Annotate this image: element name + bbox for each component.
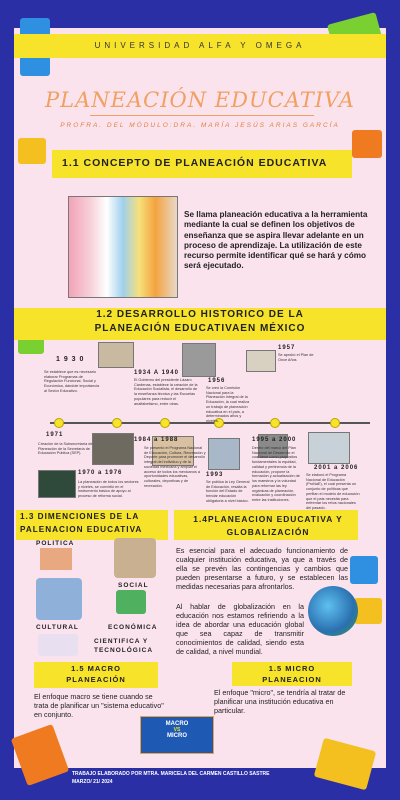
poster-card — [14, 28, 386, 768]
section6-heading-line1: 1.5 MICRO — [268, 664, 316, 673]
event-1971-year: 1971 — [46, 432, 64, 438]
section2-heading-line1: 1.2 DESARROLLO HISTORICO DE LA — [96, 309, 304, 320]
colored-pencils-photo — [68, 196, 178, 298]
section4-paragraph-1: Es esencial para el adecuado funcionamiento de cualquier institución educativa, ya que a través de ella se prevén las contingencias y cambios que pueden presentarse a futuro, y se establecen las medidas necesarias para afrontarlos. — [176, 546, 348, 591]
label-cultural: CULTURAL — [36, 624, 79, 631]
label-economica: ECONÓMICA — [108, 624, 158, 631]
event-1995-year: 1995 a 2000 — [252, 437, 297, 443]
label-social: SOCIAL — [118, 582, 149, 589]
section2-heading-line2: PLANEACIÓN EDUCATIVAEN MÉXICO — [94, 323, 306, 334]
globe-illustration — [308, 586, 358, 636]
timeline-dot — [54, 418, 64, 428]
event-1971-text: Creación de la Subsecretaría de Planeación de la Secretaría de Educación Pública (SEP). — [38, 442, 93, 456]
section1-text: Se llama planeación educativa a la herramienta mediante la cual se definen los objetivos de enseñanza que se aspira llevar adelante en un proceso de aprendizaje. La utilización de este recurso permite identificar qué se hará y cómo será ejecutado. — [184, 210, 368, 271]
social-illustration — [114, 538, 156, 578]
lego-yellow-icon-2 — [354, 598, 382, 624]
university-name: UNIVERSIDAD ALFA Y OMEGA — [94, 41, 306, 50]
event-1984-text: Se presentó el Programa Nacional de Educación, Cultura, Recreación y Deporte para promover el desarrollo integral del individuo y de la sociedad mexicana y ampliar el acceso de todos los mexicanos a oportunidades educativas, culturales, deportivas y de recreación. — [144, 446, 206, 488]
event-1934-text: El Gobierno del presidente Lázaro Cárdenas, establece la creación de la Educación Socialista, el desarrollo de la enseñanza técnica y las Escuelas populares para reducir el analfabetismo, entre otras. — [134, 378, 198, 406]
timeline-dot — [330, 418, 340, 428]
economy-illustration — [116, 590, 146, 614]
event-1934-year: 1934 A 1940 — [134, 370, 179, 376]
event-1957-text: Se aprobó el Plan de Once Años — [278, 353, 314, 362]
section5-heading-line2: PLANEACIÓN — [66, 675, 126, 684]
footer-line1: TRABAJO ELABORADO POR MTRA. MARICELA DEL CARMEN CASTILLO SASTRE — [72, 771, 270, 777]
section4-heading-line2: GLOBALIZACIÓN — [226, 527, 310, 537]
label-politica: POLITICA — [36, 540, 75, 547]
history-photo-1971 — [92, 433, 134, 465]
politics-illustration — [40, 548, 72, 570]
badge-line2: VS — [173, 727, 181, 733]
event-2001-year: 2001 a 2006 — [314, 465, 359, 471]
section6-text: El enfoque "micro", se tendría al tratar de planificar una institución educativa en particular. — [214, 688, 346, 715]
history-photo-1956 — [182, 343, 216, 377]
badge-line1: MACRO — [165, 721, 189, 727]
lego-blue-icon-2 — [350, 556, 378, 584]
section3-heading-line1: 1.3 DIMENCIONES DE LA — [20, 512, 140, 521]
section4-heading-line1: 1.4PLANEACION EDUCATIVA Y — [193, 514, 343, 524]
event-1984-year: 1984 a 1988 — [134, 437, 179, 443]
event-1930-text: Se establece que es necesario elaborar Programas de Regulación Funcional, Social y Económica, dándole importancia al Sector Educativo. — [44, 370, 100, 393]
timeline-dot — [270, 418, 280, 428]
badge-line3: MICRO — [167, 733, 187, 739]
macro-vs-micro-badge — [140, 716, 214, 754]
section4-paragraph-2: Al hablar de globalización en la educación nos estamos refiriendo a la idea de abordar una educación global que sea capaz de transmitir conocimientos de calidad, siendo esta de calidad, a nivel mundial. — [176, 602, 304, 656]
label-cientifica-1: CIENTIFICA Y — [94, 638, 149, 645]
label-cientifica-2: TECNOLÓGICA — [94, 647, 154, 654]
event-1995-text: Dentro del marco del Plan Nacional de Desarrollo el cual tiene como propósitos fundamentales la equidad, calidad y pertinencia de la educación, propone la formación y actualización de los maestros y la voluntad para reformar las ley orgánicas de planeación, evaluación y coordinación entre las instituciones. — [252, 446, 300, 503]
event-2001-text: Se elaboró el Programa Nacional de Educación (ProNaE), el cual presenta un conjunto de políticas que perfilan el modelo de educación que el país necesita para enfrentar los retos nacionales del pasado. — [306, 473, 360, 511]
event-1993-text: Se publica la Ley General de Educación, resalta la función del Estado de brindar educación obligatoria a nivel básico. — [206, 480, 250, 503]
page-title: PLANEACIÓN EDUCATIVA — [45, 88, 355, 112]
history-photo-2001 — [308, 432, 350, 464]
science-illustration — [38, 634, 78, 656]
timeline-dot — [112, 418, 122, 428]
history-photo-1993 — [208, 438, 240, 470]
lego-orange-icon — [352, 130, 382, 158]
section5-text: El enfoque macro se tiene cuando se trata de planificar un "sistema educativo" en conjunto. — [34, 692, 164, 719]
event-1993-year: 1993 — [206, 472, 224, 478]
section5-heading-line1: 1.5 MACRO — [71, 664, 121, 673]
event-1957-year: 1957 — [278, 345, 296, 351]
history-photo-1957 — [246, 350, 276, 372]
footer-line2: MARZO/ 21/ 2024 — [72, 779, 113, 785]
timeline-dot — [160, 418, 170, 428]
history-photo-1970 — [38, 470, 76, 498]
event-1956-year: 1956 — [208, 378, 226, 384]
history-photo-1934 — [98, 342, 134, 368]
professor-name: PROFRA. DEL MÓDULO:DRA. MARÍA JESÚS ARIAS GARCÍA — [60, 122, 340, 129]
lego-yellow-icon — [18, 138, 46, 164]
event-1956-text: Se creó la Comisión Nacional para la Planeación Integral de la Educación, la cual realiza un trabajo de planeación educativa en el país, a determinados años y niveles. — [206, 386, 250, 424]
title-underline — [90, 115, 314, 116]
section1-heading: 1.1 CONCEPTO DE PLANEACIÓN EDUCATIVA — [62, 157, 328, 169]
event-1930-year: 1 9 3 0 — [56, 356, 85, 363]
section6-heading-line2: PLANEACION — [262, 675, 322, 684]
event-1970-text: La planeación de todos los sectores y niveles, se convirtió en el instrumento básico de apoyo al proceso de reforma social. — [78, 480, 139, 499]
section3-heading-line2: PALENACION EDUCATIVA — [20, 525, 143, 534]
culture-illustration — [36, 578, 82, 620]
event-1970-year: 1970 a 1976 — [78, 470, 123, 476]
